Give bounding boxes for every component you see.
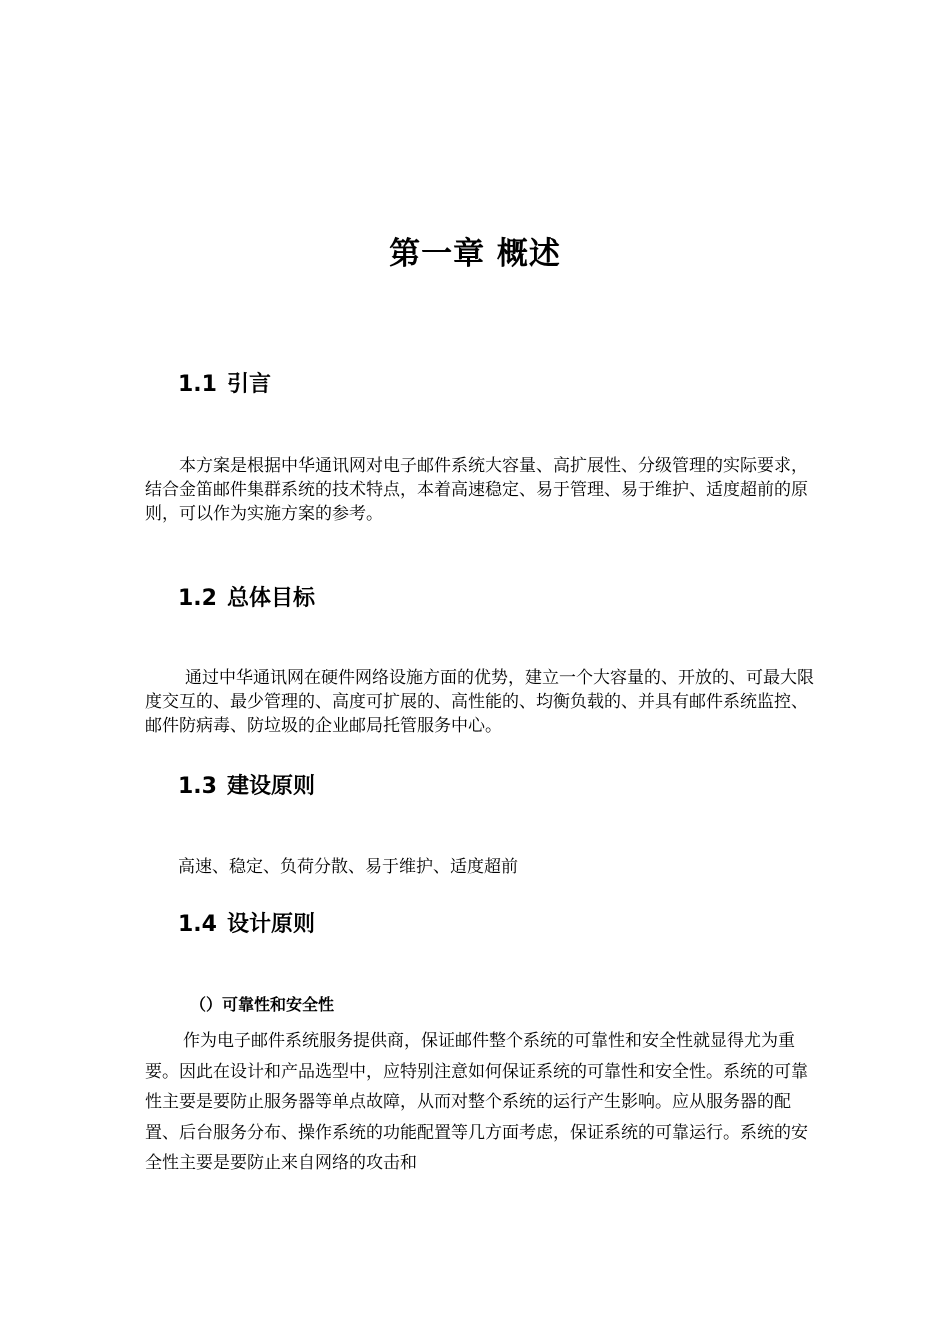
section-heading-1-2: [178, 584, 315, 614]
section-number: 1.1: [178, 372, 217, 397]
section-heading-1-1: [178, 370, 271, 400]
section-title: 总体目标: [226, 586, 315, 611]
section-number: 1.2: [178, 586, 217, 611]
section-heading-1-3: [178, 772, 315, 802]
section-title: 建设原则: [226, 774, 315, 799]
chapter-title: 第一章 概述: [389, 236, 561, 272]
section-1-3-paragraph: 高速、稳定、负荷分散、易于维护、适度超前: [178, 857, 518, 877]
subsection-reliability-paragraph: 作为电子邮件系统服务提供商，保证邮件整个系统的可靠性和安全性就显得尤为重要。因此在设计和产品选型中，应特别注意如何保证系统的可靠性和安全性。系统的可靠性主要是要防止服务器等单点故障，从而对整个系统的运行产生影响。应从服务器的配置、后台服务分布、操作系统的功能配置等几方面考虑，保证系统的可靠运行。系统的安全性主要是要防止来自网络的攻击和: [145, 1031, 808, 1173]
section-number: 1.4: [178, 912, 217, 937]
section-1-1-paragraph: 本方案是根据中华通讯网对电子邮件系统大容量、高扩展性、分级管理的实际要求，结合金笛邮件集群系统的技术特点，本着高速稳定、易于管理、易于维护、适度超前的原则，可以作为实施方案的参考。: [145, 456, 808, 524]
section-title: 引言: [226, 372, 271, 397]
section-1-2-paragraph: 通过中华通讯网在硬件网络设施方面的优势，建立一个大容量的、开放的、可最大限度交互的、最少管理的、高度可扩展的、高性能的、均衡负载的、并具有邮件系统监控、邮件防病毒、防垃圾的企业邮局托管服务中心。: [145, 668, 814, 736]
section-heading-1-4: [178, 910, 315, 940]
section-number: 1.3: [178, 774, 217, 799]
subsection-heading-reliability: （）可靠性和安全性: [190, 995, 335, 1014]
section-title: 设计原则: [226, 912, 315, 937]
